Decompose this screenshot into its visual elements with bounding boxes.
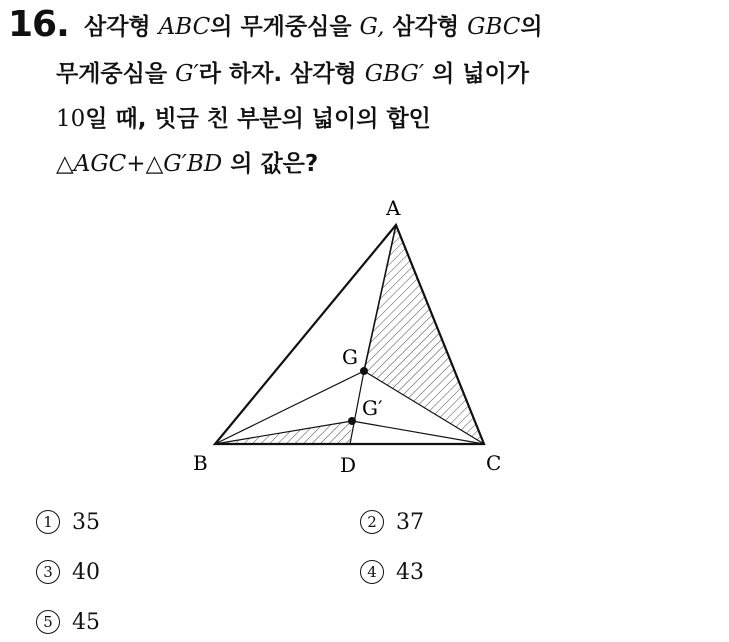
- label-gp: G′: [362, 396, 383, 420]
- question-line-3: 10일 때, 빗금 친 부분의 넓이의 합인: [56, 106, 431, 132]
- question-line-4: △AGC+△G′BD 의 값은?: [56, 151, 319, 177]
- question-line-1: 삼각형 ABC의 무게중심을 G, 삼각형 GBC의: [84, 14, 543, 40]
- choice-4[interactable]: 4 43: [360, 560, 424, 585]
- point-g: [360, 367, 368, 375]
- label-b: B: [193, 451, 208, 475]
- label-a: A: [386, 196, 401, 220]
- choice-2[interactable]: 2 37: [360, 510, 424, 535]
- label-g: G: [342, 345, 358, 369]
- choice-1[interactable]: 1 35: [36, 510, 100, 535]
- choice-3[interactable]: 3 40: [36, 560, 100, 585]
- point-gp: [348, 417, 356, 425]
- label-d: D: [340, 453, 357, 477]
- question-line-2: 무게중심을 G′라 하자. 삼각형 GBG′ 의 넓이가: [56, 61, 529, 87]
- question-number: 16.: [8, 4, 69, 45]
- choice-5[interactable]: 5 45: [36, 610, 100, 635]
- label-c: C: [486, 451, 502, 475]
